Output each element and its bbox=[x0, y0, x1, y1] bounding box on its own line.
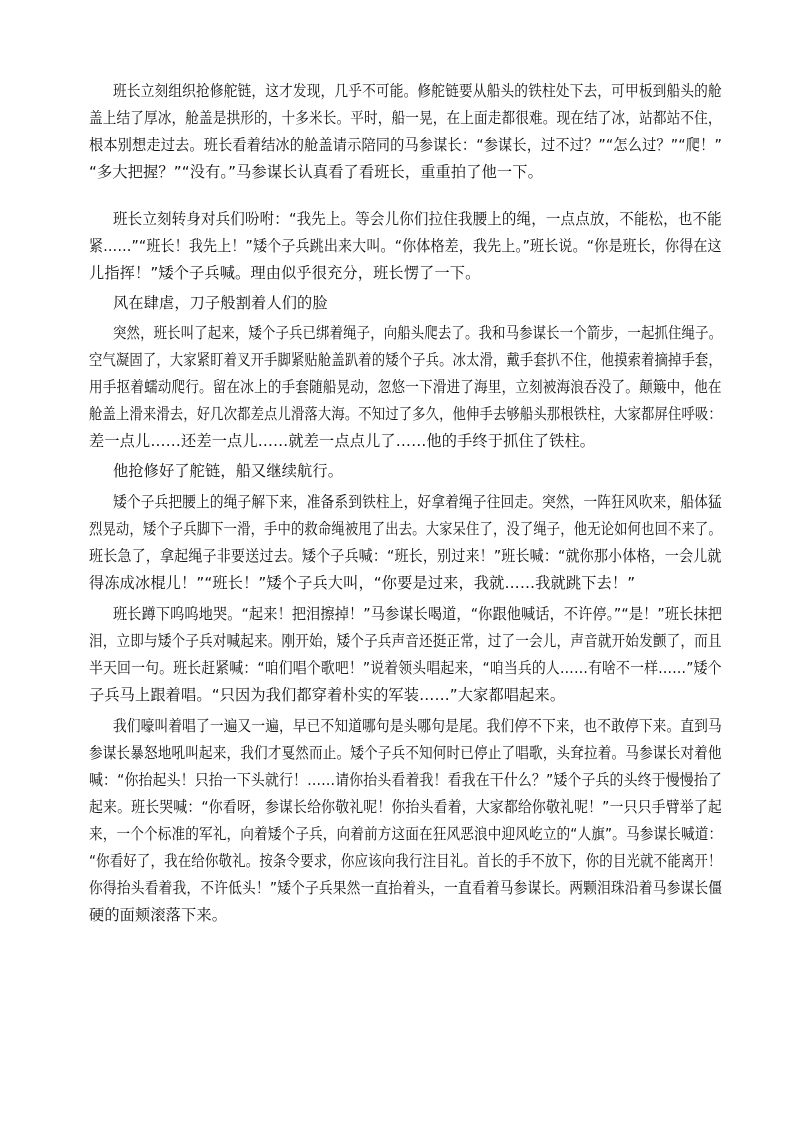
text-line: 盖上结了厚冰，舱盖是拱形的，十多米长。平时，船一晃，在上面走都很难。现在结了冰，站都站不住， bbox=[89, 109, 722, 127]
text-line: 班长立刻组织抢修舵链，这才发现，几乎不可能。修舵链要从船头的铁柱处下去，可甲板到船头的舱 bbox=[113, 82, 722, 100]
text-line: 突然，班长叫了起来，矮个子兵已绑着绳子，向船头爬去了。我和马参谋长一个箭步，一起抓住绳子。 bbox=[113, 324, 723, 342]
text-line: 烈晃动，矮个子兵脚下一滑，手中的救命绳被甩了出去。大家呆住了，没了绳子，他无论如何也回不来了。 bbox=[89, 520, 722, 538]
text-line: “你看好了，我在给你敬礼。按条令要求，你应该向我行注目礼。首长的手不放下，你的目光就不能离开！ bbox=[89, 852, 722, 870]
text-line: 喊：“你抬起头！只抬一下头就行！……请你抬头看着我！看我在干什么？”矮个子兵的头终于慢慢抬了 bbox=[89, 771, 722, 789]
text-line: 得冻成冰棍儿！”“班长！”矮个子兵大叫，“你要是过来，我就……我就跳下去！” bbox=[89, 574, 636, 592]
text-line: 班长急了，拿起绳子非要送过去。矮个子兵喊：“班长，别过来！”班长喊：“就你那小体格，一会儿就 bbox=[89, 547, 722, 565]
text-line: 舱盖上滑来滑去，好几次都差点儿滑落大海。不知过了多久，他伸手去够船头那根铁柱，大家都屏住呼吸： bbox=[89, 405, 722, 423]
text-line: 差一点儿……还差一点儿……就差一点点儿了……他的手终于抓住了铁柱。 bbox=[89, 432, 596, 450]
text-line: 子兵马上跟着唱。“只因为我们都穿着朴实的军装……”大家都唱起来。 bbox=[89, 686, 566, 704]
text-line: 硬的面颊滚落下来。 bbox=[89, 906, 228, 924]
text-line: 参谋长暴怒地吼叫起来，我们才戛然而止。矮个子兵不知何时已停止了唱歌，头耷拉着。马参谋长对着他 bbox=[89, 744, 722, 762]
text-line: 我们嚎叫着唱了一遍又一遍，早已不知道哪句是头哪句是尾。我们停不下来，也不敢停下来。直到马 bbox=[113, 717, 722, 735]
text-line: 你得抬头看着我，不许低头！”矮个子兵果然一直抬着头，一直看着马参谋长。两颗泪珠沿着马参谋长僵 bbox=[89, 879, 723, 897]
text-line: 矮个子兵把腰上的绳子解下来，准备系到铁柱上，好拿着绳子往回走。突然，一阵狂风吹来，船体猛 bbox=[113, 493, 722, 511]
text-line: 半天回一句。班长赶紧喊：“咱们唱个歌吧！”说着领头唱起来，“咱当兵的人……有啥不一样……”矮个 bbox=[89, 659, 722, 677]
text-line: 起来。班长哭喊：“你看呀，参谋长给你敬礼呢！你抬头看着，大家都给你敬礼呢！”一只只手臂举了起 bbox=[89, 798, 722, 816]
text-line: 风在肆虐，刀子般割着人们的脸 bbox=[113, 294, 328, 312]
text-line: 班长蹲下呜呜地哭。“起来！把泪擦掉！”马参谋长喝道，“你跟他喊话，不许停。”“是！”班长抹把 bbox=[113, 605, 723, 623]
text-line: 班长立刻转身对兵们吩咐：“我先上。等会儿你们拉住我腰上的绳，一点点放，不能松，也不能 bbox=[113, 210, 722, 228]
text-line: 根本别想走过去。班长看着结冰的舱盖请示陪同的马参谋长：“参谋长，过不过？”“怎么过？”“爬！” bbox=[89, 136, 722, 154]
text-line: “多大把握？”“没有。”马参谋长认真看了看班长，重重拍了他一下。 bbox=[89, 163, 543, 181]
text-line: 紧……”“班长！我先上！”矮个子兵跳出来大叫。“你体格差，我先上。”班长说。“你是班长，你得在这 bbox=[89, 237, 722, 255]
text-line: 来，一个个标准的军礼，向着矮个子兵，向着前方这面在狂风恶浪中迎风屹立的“人旗”。马参谋长喊道： bbox=[89, 825, 723, 843]
text-line: 他抢修好了舵链，船又继续航行。 bbox=[113, 462, 344, 480]
text-line: 泪，立即与矮个子兵对喊起来。刚开始，矮个子兵声音还挺正常，过了一会儿，声音就开始发颤了，而且 bbox=[89, 632, 722, 650]
text-line: 空气凝固了，大家紧盯着叉开手脚紧贴舱盖趴着的矮个子兵。冰太滑，戴手套扒不住，他摸索着摘掉手套， bbox=[89, 351, 722, 369]
text-line: 用手抠着蠕动爬行。留在冰上的手套随船晃动，忽悠一下滑进了海里，立刻被海浪吞没了。颠簸中，他在 bbox=[89, 378, 722, 396]
text-line: 儿指挥！”矮个子兵喊。理由似乎很充分，班长愣了一下。 bbox=[89, 264, 481, 282]
